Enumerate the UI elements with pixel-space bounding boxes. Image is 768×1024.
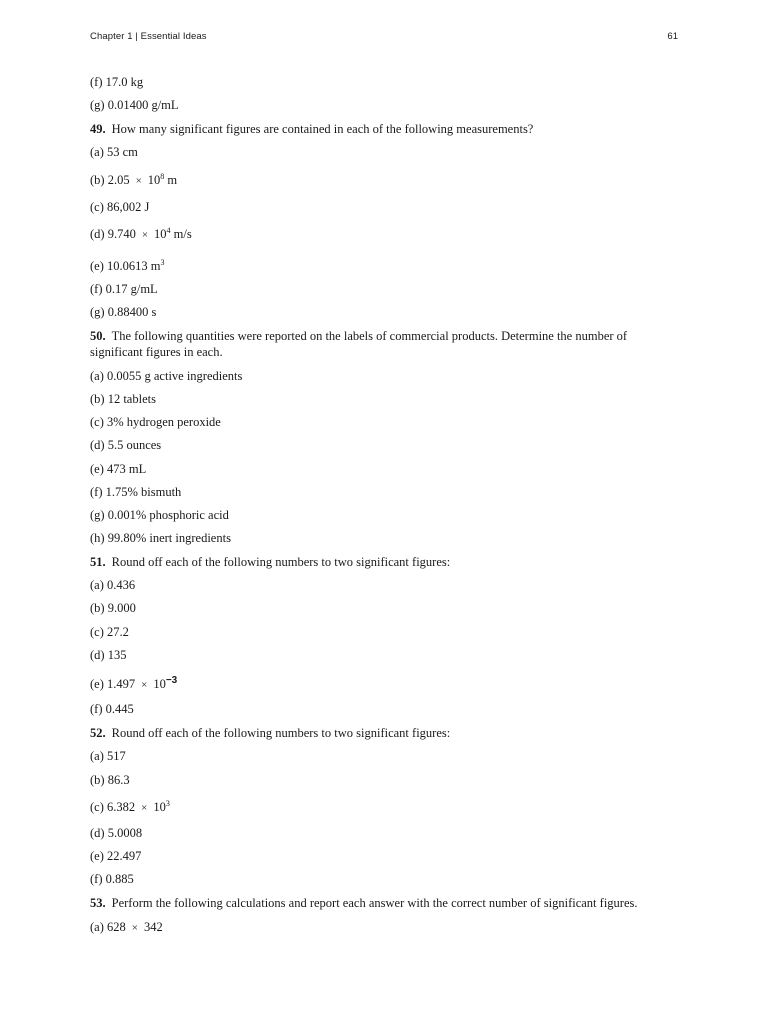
question-51 — [90, 554, 450, 570]
list-item: (e) 22.497 — [90, 849, 142, 863]
power-base: 10 — [153, 800, 166, 814]
list-item: (f) 0.445 — [90, 702, 134, 716]
question-text: Round off each of the following numbers to two significant figures: — [111, 726, 451, 740]
list-item — [90, 676, 177, 693]
question-number: 50. — [90, 329, 106, 343]
chapter-header: Chapter 1 | Essential Ideas — [90, 31, 207, 42]
list-item: (d) 5.0008 — [90, 826, 143, 840]
question-50 — [90, 328, 650, 360]
list-item: (h) 99.80% inert ingredients — [90, 531, 231, 545]
question-text: How many significant figures are contained in each of the following measurements? — [111, 122, 534, 136]
list-item: (g) 0.01400 g/mL — [90, 98, 179, 112]
list-item: (c) 27.2 — [90, 625, 129, 639]
item-value: 342 — [143, 920, 163, 934]
question-49 — [90, 121, 533, 137]
list-item — [90, 226, 192, 243]
item-value: (b) 2.05 — [90, 173, 130, 187]
list-item: (a) 517 — [90, 749, 126, 763]
unit: m/s — [170, 227, 192, 241]
times-sign: × — [141, 802, 148, 814]
list-item: (b) 86.3 — [90, 773, 130, 787]
list-item: (g) 0.001% phosphoric acid — [90, 508, 229, 522]
unit: m — [164, 173, 178, 187]
list-item: (d) 5.5 ounces — [90, 438, 162, 452]
exponent: 4 — [166, 226, 171, 235]
list-item: (a) 53 cm — [90, 145, 138, 159]
power-base: 10 — [154, 227, 167, 241]
list-item: (a) 0.0055 g active ingredients — [90, 369, 243, 383]
item-value: (d) 9.740 — [90, 227, 136, 241]
list-item — [90, 172, 177, 189]
list-item: (f) 1.75% bismuth — [90, 485, 182, 499]
question-text: The following quantities were reported on the labels of commercial products. Determine the number of significant figures in each. — [90, 329, 628, 359]
list-item: (a) 0.436 — [90, 578, 136, 592]
list-item — [90, 258, 164, 274]
list-item: (b) 9.000 — [90, 601, 136, 615]
list-item — [90, 919, 163, 936]
list-item: (c) 86,002 J — [90, 200, 150, 214]
exponent: 8 — [160, 172, 165, 181]
question-text: Perform the following calculations and report each answer with the correct number of significant figures. — [111, 896, 638, 910]
exponent: 3 — [165, 799, 170, 808]
item-value: (e) 1.497 — [90, 677, 136, 691]
question-number: 51. — [90, 555, 106, 569]
list-item: (d) 135 — [90, 648, 127, 662]
question-text: Round off each of the following numbers to two significant figures: — [111, 555, 451, 569]
times-sign: × — [131, 922, 138, 934]
list-item: (g) 0.88400 s — [90, 305, 157, 319]
item-value: (c) 6.382 — [90, 800, 136, 814]
exponent: −3 — [165, 675, 178, 686]
times-sign: × — [135, 175, 142, 187]
list-item: (b) 12 tablets — [90, 392, 156, 406]
question-53 — [90, 895, 638, 911]
list-item — [90, 799, 170, 816]
power-base: 10 — [153, 677, 166, 691]
times-sign: × — [141, 229, 149, 241]
question-52 — [90, 725, 450, 741]
item-value: (e) 10.0613 m — [90, 259, 161, 273]
page-number: 61 — [667, 31, 678, 42]
list-item: (f) 0.17 g/mL — [90, 282, 158, 296]
times-sign: × — [141, 679, 148, 691]
power-base: 10 — [147, 173, 161, 187]
list-item: (f) 17.0 kg — [90, 75, 144, 89]
list-item: (f) 0.885 — [90, 872, 134, 886]
question-number: 52. — [90, 726, 106, 740]
question-number: 49. — [90, 122, 106, 136]
exponent: 3 — [160, 258, 165, 267]
list-item: (e) 473 mL — [90, 462, 147, 476]
list-item: (c) 3% hydrogen peroxide — [90, 415, 221, 429]
question-number: 53. — [90, 896, 106, 910]
item-value: (a) 628 — [90, 920, 126, 934]
